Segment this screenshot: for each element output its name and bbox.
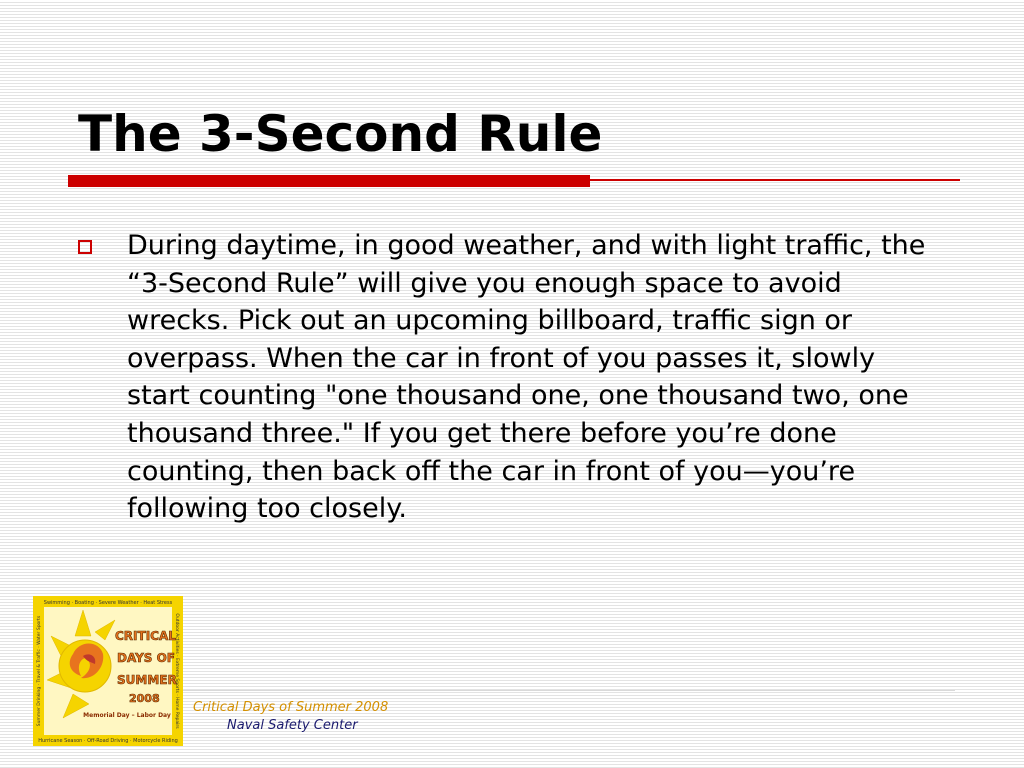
logo-border-top: Swimming · Boating · Severe Weather · Heat Stress	[43, 600, 173, 606]
logo-border-bottom: Hurricane Season · Off-Road Driving · Motorcycle Riding	[38, 738, 178, 744]
slide-title: The 3-Second Rule	[78, 105, 603, 163]
critical-days-of-summer-logo	[33, 596, 183, 746]
logo-text-year: 2008	[129, 692, 160, 705]
title-underline-thin	[590, 179, 960, 181]
logo-text-critical: CRITICAL	[115, 629, 176, 643]
logo-text-summer: SUMMER	[117, 673, 177, 687]
bullet-square-icon	[78, 240, 92, 254]
footer-event-title: Critical Days of Summer 2008	[193, 700, 389, 715]
footer-divider	[183, 690, 955, 691]
logo-subtitle: Memorial Day – Labor Day	[83, 712, 171, 719]
bullet-text: During daytime, in good weather, and with light traffic, the “3-Second Rule” will give you enough space to avoid wrecks. Pick out an upcoming billboard, traffic sign or overpass. When the car in front of you passes it, slowly start counting "one thousand one, one thousand two, one thousand three." If you get there before you’re done counting, then back off the car in front of you—you’re following too closely.	[127, 230, 926, 525]
logo-border-right: Outdoor Activities · Extreme Sports · Home Repairs	[174, 613, 179, 729]
footer-organization: Naval Safety Center	[227, 718, 358, 733]
title-underline-bar	[68, 175, 590, 187]
logo-text-days-of: DAYS OF	[117, 651, 176, 665]
logo-border-left: Summer Drinking · Travel & Traffic · Water Sports	[37, 615, 42, 727]
